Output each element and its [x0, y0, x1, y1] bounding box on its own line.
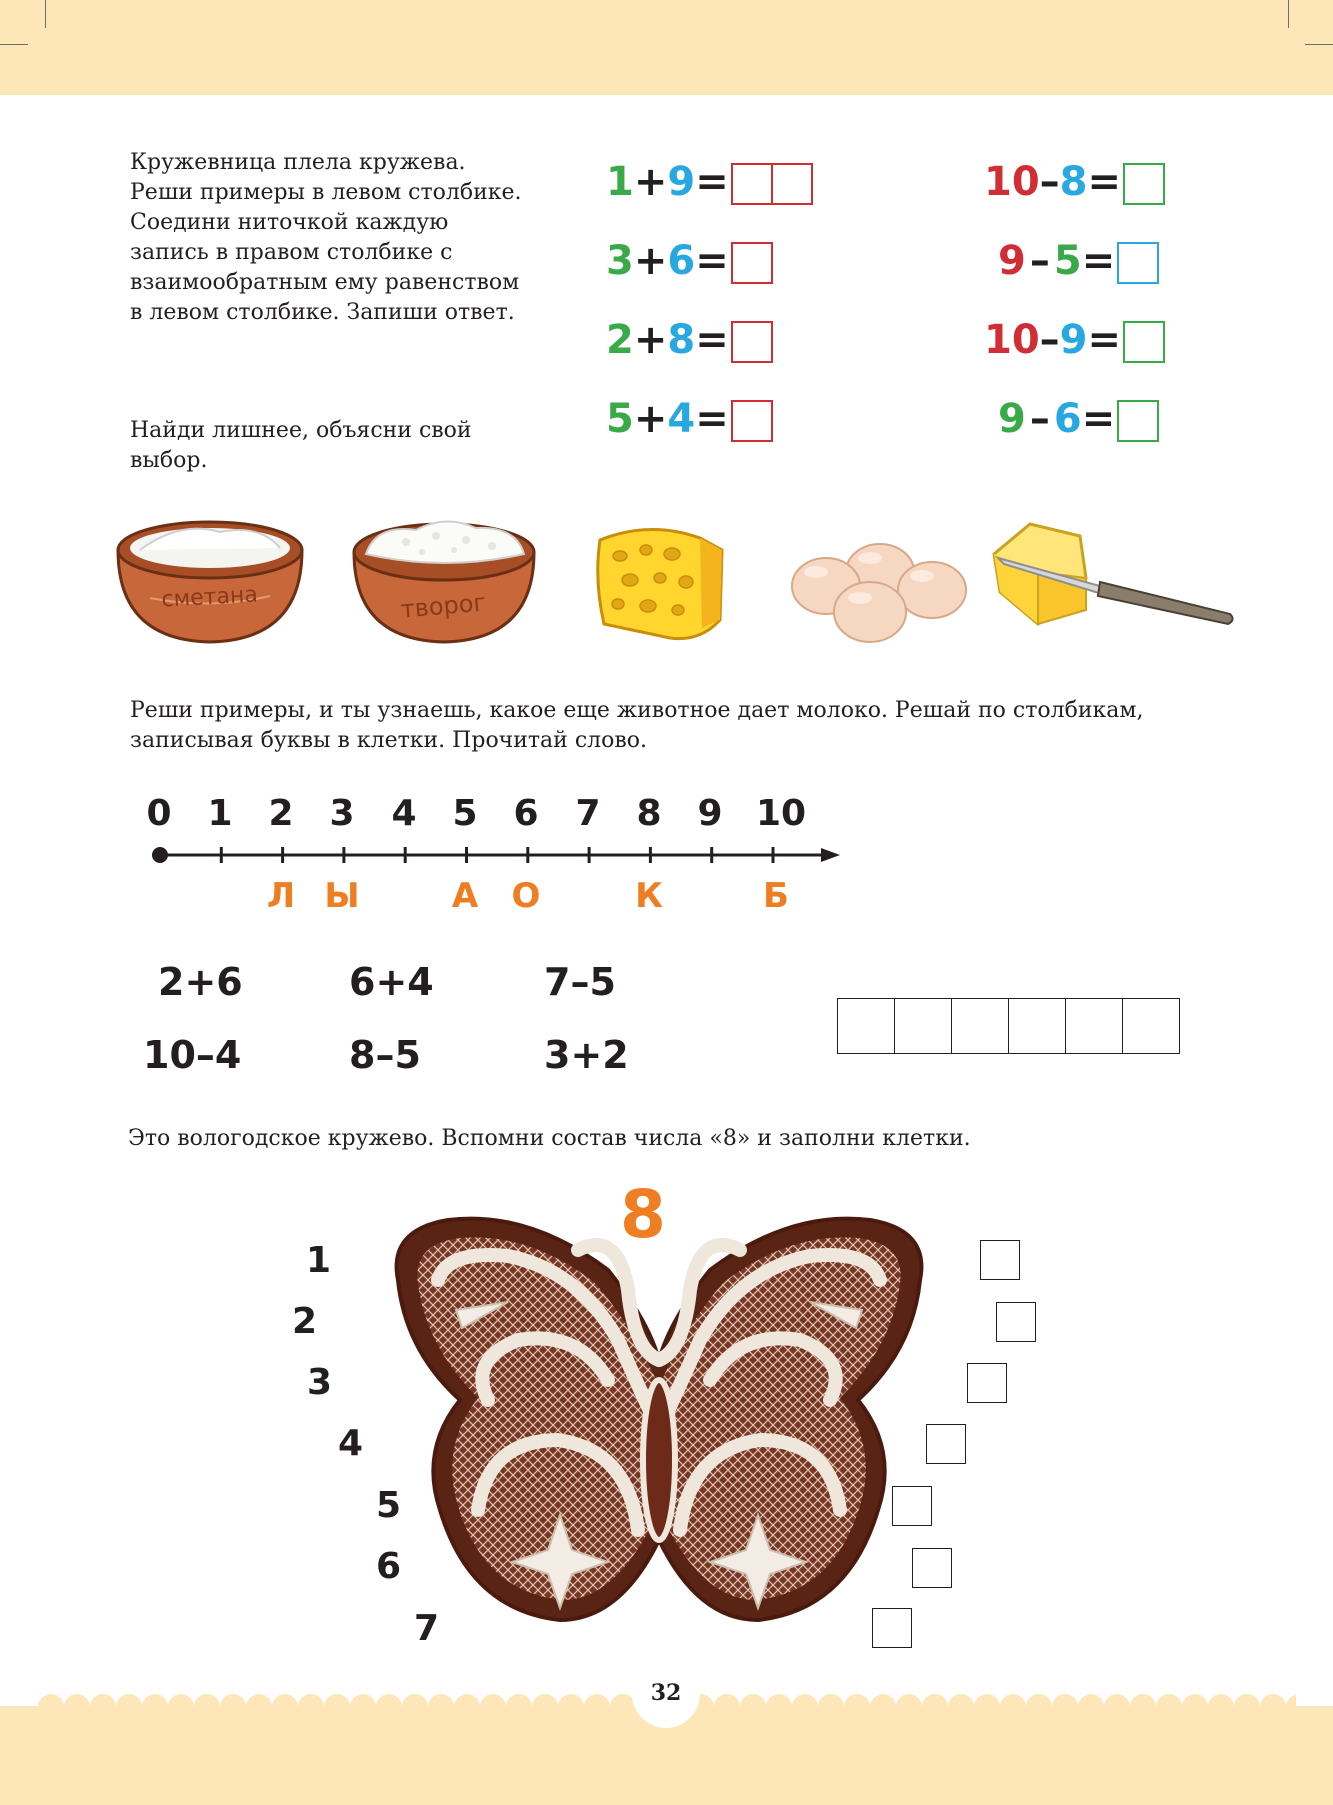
composition-answer-box[interactable] — [980, 1240, 1020, 1280]
minuend: 9 — [998, 238, 1026, 284]
minuend: 9 — [998, 396, 1026, 442]
number-line-label: 2 — [268, 793, 294, 834]
composition-answer-box[interactable] — [926, 1424, 966, 1464]
crop-mark — [1288, 0, 1289, 28]
composition-answer-box[interactable] — [912, 1548, 952, 1588]
equals-sign: = — [695, 159, 729, 205]
answer-letter-cell[interactable] — [951, 998, 1009, 1054]
addend: 5 — [606, 396, 634, 442]
composition-number-left: 3 — [307, 1362, 333, 1403]
number-line-label: 1 — [207, 793, 233, 834]
number-line-letter: А — [451, 876, 479, 916]
sour-cream-label: сметана — [160, 582, 259, 613]
number-line-label: 0 — [146, 793, 172, 834]
plus-sign: + — [633, 396, 668, 442]
number-line-label: 7 — [575, 793, 601, 834]
plus-sign: + — [633, 317, 668, 363]
number-line-letter: Б — [763, 876, 789, 916]
right-equation-4 — [998, 397, 1159, 442]
answer-letter-cell[interactable] — [894, 998, 952, 1054]
left-equation-1 — [606, 160, 813, 205]
equals-sign: = — [1081, 396, 1116, 442]
vologda-lace-butterfly-picture — [378, 1210, 940, 1630]
answer-letter-cell[interactable] — [1008, 998, 1066, 1054]
composition-answer-box[interactable] — [892, 1486, 932, 1526]
plus-sign: + — [633, 159, 668, 205]
addend: 6 — [667, 238, 696, 284]
number-line-letter: Ы — [324, 876, 360, 916]
composition-number: 8 — [620, 1176, 666, 1253]
answer-box[interactable] — [731, 400, 773, 442]
number-line-label: 8 — [636, 793, 662, 834]
minus-sign: – — [1039, 159, 1060, 205]
addend: 8 — [667, 317, 696, 363]
composition-number-left: 7 — [414, 1608, 440, 1649]
exercise: 3+2 — [544, 1033, 629, 1077]
right-equation-3 — [984, 318, 1165, 363]
animal-task-text: Реши примеры, и ты узнаешь, какое еще животное дает молоко. Решай по столбикам, записывая буквы в клетки. Прочитай слово. — [130, 698, 1144, 753]
butter-knife-picture[interactable] — [990, 520, 1240, 635]
minus-sign: – — [1029, 396, 1050, 442]
number-line-letter: О — [511, 876, 541, 916]
answer-box[interactable] — [731, 242, 773, 284]
composition-number-left: 1 — [306, 1240, 332, 1281]
cheese-picture[interactable] — [590, 520, 730, 645]
answer-box[interactable] — [1123, 321, 1165, 363]
top-decor-band — [0, 0, 1333, 95]
exercise: 7–5 — [544, 960, 616, 1004]
equals-sign: = — [1081, 238, 1116, 284]
composition-answer-box[interactable] — [996, 1302, 1036, 1342]
addend: 9 — [667, 159, 696, 205]
subtrahend: 6 — [1053, 396, 1082, 442]
answer-letter-cell[interactable] — [1065, 998, 1123, 1054]
minus-sign: – — [1029, 238, 1050, 284]
left-equation-2 — [606, 239, 773, 284]
page-number: 32 — [650, 1680, 682, 1706]
right-equation-2 — [998, 239, 1159, 284]
answer-box[interactable] — [1117, 242, 1159, 284]
subtrahend: 9 — [1059, 317, 1088, 363]
minus-sign: – — [1039, 317, 1060, 363]
number-line-letter: Л — [266, 876, 296, 916]
subtrahend: 8 — [1059, 159, 1088, 205]
subtrahend: 5 — [1053, 238, 1082, 284]
addend: 3 — [606, 238, 634, 284]
number-line-label: 3 — [329, 793, 355, 834]
left-equation-3 — [606, 318, 773, 363]
number-line-label: 10 — [755, 793, 807, 834]
top-scallop-border — [38, 82, 1296, 108]
minuend: 10 — [984, 317, 1040, 363]
eggs-picture[interactable] — [790, 540, 970, 650]
composition-number-left: 5 — [376, 1485, 402, 1526]
equals-sign: = — [695, 317, 729, 363]
equals-sign: = — [1087, 159, 1122, 205]
composition-number-left: 4 — [338, 1423, 364, 1464]
minuend: 10 — [984, 159, 1040, 205]
number-line-label: 4 — [391, 793, 417, 834]
lace-task-text: Кружевница плела кружева. Реши примеры в левом столбике. Соедини ниточкой каждую запись в правом столбике с взаимообратным ему равенством в левом столбике. Запиши ответ. — [130, 150, 522, 325]
plus-sign: + — [633, 238, 668, 284]
addend: 1 — [606, 159, 634, 205]
answer-box[interactable] — [771, 163, 813, 205]
arrow-head-icon — [821, 848, 840, 862]
answer-box[interactable] — [1117, 400, 1159, 442]
addend: 4 — [667, 396, 696, 442]
composition-number-left: 2 — [292, 1301, 318, 1342]
answer-box[interactable] — [1123, 163, 1165, 205]
right-equation-1 — [984, 160, 1165, 205]
equals-sign: = — [695, 396, 729, 442]
number-line-letter: К — [635, 876, 663, 916]
addend: 2 — [606, 317, 634, 363]
equals-sign: = — [695, 238, 729, 284]
crop-mark — [1305, 44, 1333, 45]
composition-answer-box[interactable] — [967, 1363, 1007, 1403]
answer-letter-cell[interactable] — [837, 998, 895, 1054]
equals-sign: = — [1087, 317, 1122, 363]
left-equation-4 — [606, 397, 773, 442]
exercise: 6+4 — [349, 960, 434, 1004]
answer-letter-cell[interactable] — [1122, 998, 1180, 1054]
exercise: 2+6 — [158, 960, 243, 1004]
sour-cream-bowl-picture[interactable] — [110, 510, 310, 645]
cottage-cheese-bowl-picture[interactable] — [346, 510, 542, 645]
number-line — [145, 840, 845, 870]
exercise: 8–5 — [349, 1033, 421, 1077]
answer-box[interactable] — [731, 321, 773, 363]
number-line-label: 5 — [452, 793, 478, 834]
vologda-task-text: Это вологодское кружево. Вспомни состав числа «8» и заполни клетки. — [128, 1126, 971, 1151]
composition-number-left: 6 — [376, 1546, 402, 1587]
number-line-label: 9 — [697, 793, 723, 834]
composition-answer-box[interactable] — [872, 1608, 912, 1648]
number-line-label: 6 — [513, 793, 539, 834]
crop-mark — [0, 44, 28, 45]
cottage-cheese-label: творог — [399, 588, 488, 624]
odd-one-out-text: Найди лишнее, объясни свой выбор. — [130, 418, 472, 473]
answer-box[interactable] — [731, 163, 773, 205]
crop-mark — [45, 0, 46, 28]
exercise: 10–4 — [143, 1033, 242, 1077]
